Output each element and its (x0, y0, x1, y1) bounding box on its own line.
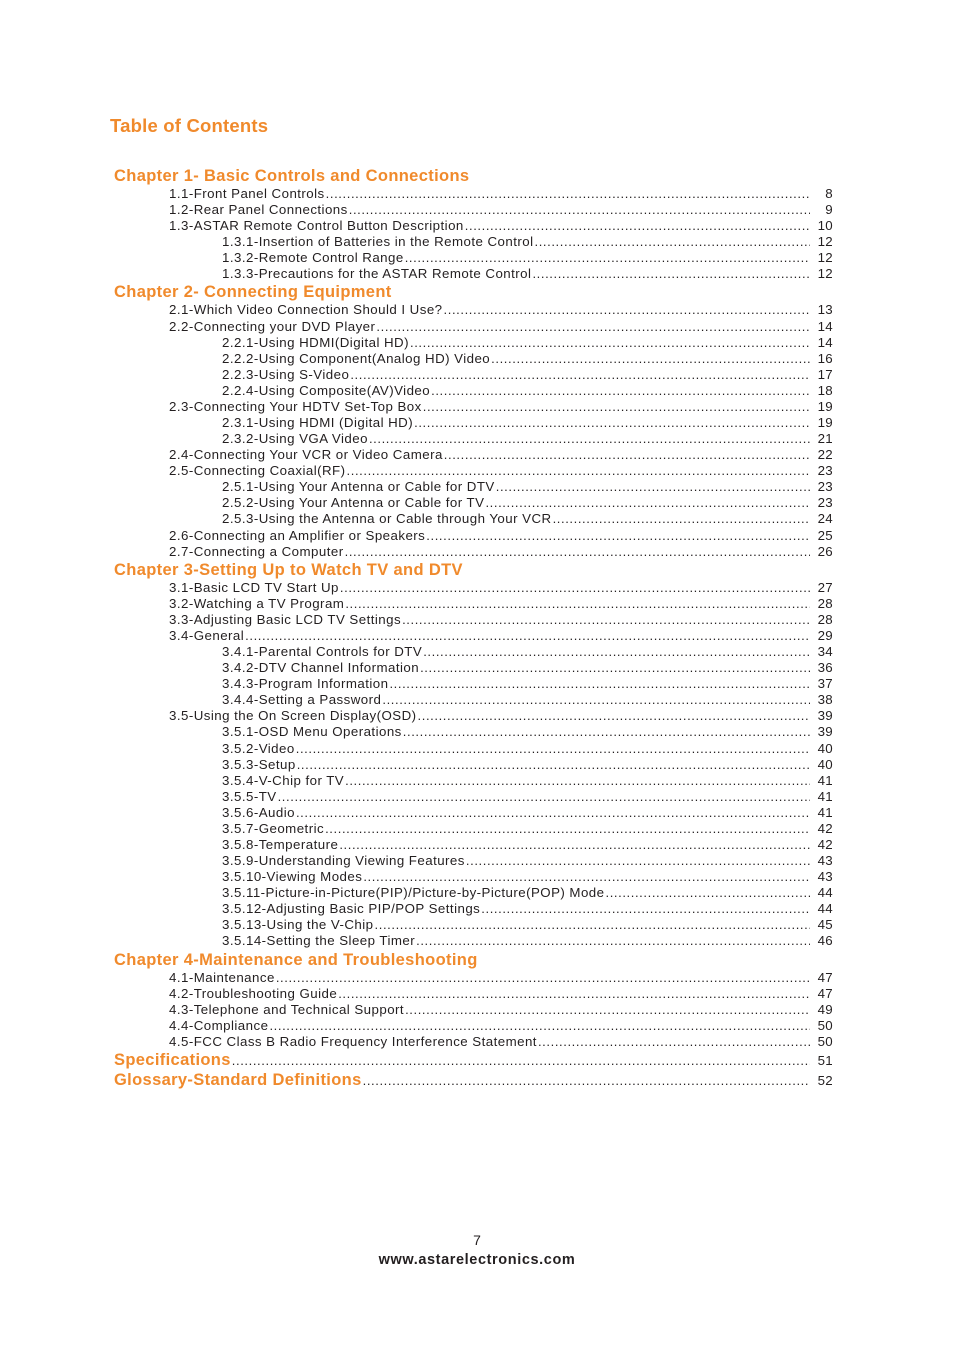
dot-leader (532, 266, 810, 282)
toc-entry-title: 3.5.2-Video (222, 740, 295, 756)
toc-entry-title: 3.4.4-Setting a Password (222, 692, 382, 708)
dot-leader (444, 302, 810, 318)
toc-page-number: 14 (817, 334, 833, 350)
toc-entry (0, 708, 954, 724)
toc-entry (0, 302, 954, 318)
toc-entry (0, 821, 954, 837)
toc-page-number: 45 (817, 917, 833, 933)
toc-entry-title: Glossary-Standard Definitions (114, 1070, 362, 1089)
toc-entry-title: 2.5.1-Using Your Antenna or Cable for DTV (222, 479, 495, 495)
toc-entry-title: 2.2.3-Using S-Video (222, 366, 350, 382)
footer-url: www.astarelectronics.com (378, 1252, 576, 1268)
dot-leader (538, 1034, 810, 1050)
dot-leader (535, 234, 811, 250)
toc-entry (0, 757, 954, 773)
dot-leader (426, 528, 810, 544)
toc-entry-title: 3.5.5-TV (222, 788, 277, 804)
toc-chapter-heading (0, 1070, 954, 1090)
toc-entry-title: 3.5-Using the On Screen Display(OSD) (169, 708, 417, 724)
toc-entry-title: 2.6-Connecting an Amplifier or Speakers (169, 527, 426, 543)
toc-page-number: 23 (817, 479, 833, 495)
toc-entry (0, 970, 954, 986)
toc-entry-title: Specifications (114, 1050, 231, 1069)
toc-chapter-heading (0, 560, 954, 580)
toc-entry (0, 415, 954, 431)
dot-leader (376, 319, 810, 335)
dot-leader (278, 789, 810, 805)
toc-entry-title: 4.4-Compliance (169, 1017, 269, 1033)
toc-entry (0, 901, 954, 917)
toc-page-number: 40 (817, 756, 833, 772)
toc-page-number: 41 (817, 788, 833, 804)
toc-entry-title: 1.2-Rear Panel Connections (169, 202, 348, 218)
toc-entry (0, 676, 954, 692)
toc-page-number: 38 (817, 692, 833, 708)
toc-entry-title: 2.5.3-Using the Antenna or Cable through Your VCR (222, 511, 552, 527)
dot-leader (410, 335, 810, 351)
toc-entry-title: 3.5.11-Picture-in-Picture(PIP)/Picture-by-Picture(POP) Mode (222, 885, 605, 901)
toc-page-number: 41 (817, 804, 833, 820)
toc-page-number: 19 (817, 415, 833, 431)
dot-leader (423, 399, 810, 415)
toc-page-number: 50 (817, 1017, 833, 1033)
toc-entry (0, 202, 954, 218)
toc-page-number: 22 (817, 447, 833, 463)
toc-entry-title: 3.5.13-Using the V-Chip (222, 917, 374, 933)
dot-leader (296, 805, 810, 821)
toc-page-number: 12 (817, 250, 833, 266)
toc-page-number: 43 (817, 869, 833, 885)
toc-entry (0, 773, 954, 789)
toc-entry (0, 319, 954, 335)
toc-entry (0, 250, 954, 266)
toc-page-number: 44 (817, 901, 833, 917)
toc-entry (0, 789, 954, 805)
toc-entry (0, 335, 954, 351)
toc-entry-title: 4.5-FCC Class B Radio Frequency Interference Statement (169, 1033, 537, 1049)
toc-page-number: 28 (817, 595, 833, 611)
toc-entry (0, 580, 954, 596)
toc-page-number: 42 (817, 836, 833, 852)
toc-entry (0, 885, 954, 901)
toc-entry-title: 2.2.4-Using Composite(AV)Video (222, 382, 431, 398)
dot-leader (418, 708, 810, 724)
toc-entry (0, 399, 954, 415)
toc-entry (0, 805, 954, 821)
toc-page-number: 39 (817, 708, 833, 724)
toc-entry (0, 692, 954, 708)
dot-leader (465, 218, 810, 234)
dot-leader (297, 757, 810, 773)
toc-entry-title: 3.3-Adjusting Basic LCD TV Settings (169, 611, 402, 627)
toc-entry (0, 218, 954, 234)
page-number: 7 (473, 1232, 481, 1248)
toc-entry-title: 3.5.8-Temperature (222, 836, 339, 852)
dot-leader (339, 837, 810, 853)
toc-entry-title: 3.4.3-Program Information (222, 676, 389, 692)
toc-entry-title: 2.3.2-Using VGA Video (222, 431, 368, 447)
toc-page-number: 52 (817, 1072, 833, 1088)
toc-page-number: 49 (817, 1001, 833, 1017)
toc-entry-title: Chapter 4-Maintenance and Troubleshooting (114, 950, 478, 969)
toc-entry-title: 3.5.7-Geometric (222, 820, 325, 836)
toc-entry (0, 1002, 954, 1018)
dot-leader (296, 741, 810, 757)
dot-leader (444, 447, 810, 463)
toc-chapter-heading (0, 1050, 954, 1070)
toc-entry-title: 3.4-General (169, 627, 245, 643)
dot-leader (363, 869, 810, 885)
dot-leader (420, 660, 810, 676)
toc-page-number: 13 (817, 302, 833, 318)
dot-leader (345, 773, 810, 789)
toc-entry-title: 2.2-Connecting your DVD Player (169, 318, 376, 334)
toc-page-number: 24 (817, 511, 833, 527)
toc-entry (0, 628, 954, 644)
toc-page-number: 51 (817, 1052, 833, 1068)
toc-entry-title: 1.3.2-Remote Control Range (222, 250, 404, 266)
toc-entry-title: 1.3-ASTAR Remote Control Button Description (169, 218, 464, 234)
dot-leader (491, 351, 810, 367)
toc-entry-title: 2.1-Which Video Connection Should I Use? (169, 302, 443, 318)
toc-entry-title: 2.4-Connecting Your VCR or Video Camera (169, 447, 443, 463)
toc-chapter-heading (0, 950, 954, 970)
toc-chapter-heading (0, 166, 954, 186)
dot-leader (481, 901, 810, 917)
toc-entry (0, 186, 954, 202)
dot-leader (269, 1018, 810, 1034)
toc-entry (0, 367, 954, 383)
dot-leader (431, 383, 810, 399)
toc-entry (0, 724, 954, 740)
toc-entry-title: 4.3-Telephone and Technical Support (169, 1001, 405, 1017)
toc-page-number: 42 (817, 820, 833, 836)
toc-page-number: 16 (817, 350, 833, 366)
toc-entry (0, 234, 954, 250)
toc-entry (0, 351, 954, 367)
dot-leader (423, 644, 810, 660)
toc-page-number: 23 (817, 495, 833, 511)
toc-entry (0, 479, 954, 495)
toc-page-number: 10 (817, 218, 833, 234)
toc-entry-title: Chapter 1- Basic Controls and Connections (114, 167, 470, 185)
toc-chapter-heading (0, 282, 954, 302)
dot-leader (605, 885, 810, 901)
dot-leader (369, 431, 810, 447)
toc-entry (0, 544, 954, 560)
toc-entry (0, 596, 954, 612)
dot-leader (350, 367, 810, 383)
toc-entry-title: 1.1-Front Panel Controls (169, 186, 325, 201)
toc-page-number: 39 (817, 724, 833, 740)
toc-entry-title: 3.5.6-Audio (222, 804, 295, 820)
toc-entry-title: 4.1-Maintenance (169, 969, 275, 985)
toc-entry-title: 3.4.2-DTV Channel Information (222, 660, 420, 676)
dot-leader (349, 202, 810, 218)
toc-entry (0, 986, 954, 1002)
toc-entry-title: 3.5.14-Setting the Sleep Timer (222, 933, 416, 949)
toc-page-number: 8 (825, 186, 833, 201)
toc-page-number: 43 (817, 853, 833, 869)
dot-leader (382, 692, 810, 708)
toc-entry-title: 3.5.9-Understanding Viewing Features (222, 853, 465, 869)
toc-entry-title: 1.3.1-Insertion of Batteries in the Remote Control (222, 234, 534, 250)
toc-entry (0, 383, 954, 399)
dot-leader (340, 580, 810, 596)
dot-leader (345, 596, 810, 612)
toc-page-number: 46 (817, 933, 833, 949)
dot-leader (403, 724, 810, 740)
toc-entry-title: 4.2-Troubleshooting Guide (169, 985, 338, 1001)
dot-leader (414, 415, 810, 431)
toc-page-number: 23 (817, 463, 833, 479)
toc-entry-title: 3.5.12-Adjusting Basic PIP/POP Settings (222, 901, 481, 917)
dot-leader (276, 970, 810, 986)
toc-entry (0, 463, 954, 479)
toc-entry-title: 1.3.3-Precautions for the ASTAR Remote Control (222, 266, 532, 282)
toc-page-number: 28 (817, 611, 833, 627)
toc-entry (0, 266, 954, 282)
page-title: Table of Contents (110, 115, 269, 136)
toc-entry-title: Chapter 2- Connecting Equipment (114, 283, 392, 302)
dot-leader (326, 186, 810, 202)
toc-entry-title: 3.5.4-V-Chip for TV (222, 772, 345, 788)
toc-page-number: 47 (817, 969, 833, 985)
toc-entry-title: 2.7-Connecting a Computer (169, 543, 344, 559)
dot-leader (553, 511, 810, 527)
toc-page-number: 18 (817, 382, 833, 398)
toc-entry (0, 644, 954, 660)
toc-entry (0, 917, 954, 933)
toc-entry-title: 3.5.1-OSD Menu Operations (222, 724, 402, 740)
toc-entry (0, 511, 954, 527)
dot-leader (245, 628, 810, 644)
toc-page-number: 9 (825, 202, 833, 218)
toc-entry (0, 853, 954, 869)
toc-entry-title: 3.5.3-Setup (222, 756, 296, 772)
toc-page-number: 37 (817, 676, 833, 692)
toc-page-number: 34 (817, 644, 833, 660)
dot-leader (496, 479, 810, 495)
toc-entry-title: 3.1-Basic LCD TV Start Up (169, 579, 339, 595)
toc-page-number: 19 (817, 398, 833, 414)
dot-leader (485, 495, 810, 511)
dot-leader (363, 1071, 810, 1091)
toc-entry (0, 528, 954, 544)
toc-page-number: 29 (817, 627, 833, 643)
dot-leader (466, 853, 810, 869)
toc-page-number: 14 (817, 318, 833, 334)
toc-entry-title: Chapter 3-Setting Up to Watch TV and DTV (114, 560, 463, 579)
toc-page-number: 36 (817, 660, 833, 676)
toc-page-number: 12 (817, 266, 833, 282)
toc-entry-title: 2.2.1-Using HDMI(Digital HD) (222, 334, 409, 350)
dot-leader (402, 612, 810, 628)
toc-page-number: 21 (817, 431, 833, 447)
toc-entry-title: 2.2.2-Using Component(Analog HD) Video (222, 350, 491, 366)
toc-entry-title: 2.5.2-Using Your Antenna or Cable for TV (222, 495, 485, 511)
dot-leader (232, 1051, 810, 1071)
toc-page-number: 25 (817, 527, 833, 543)
toc-page-number: 12 (817, 234, 833, 250)
toc-entry (0, 447, 954, 463)
dot-leader (325, 821, 810, 837)
toc-entry (0, 660, 954, 676)
dot-leader (338, 986, 810, 1002)
toc-page-number: 40 (817, 740, 833, 756)
toc-entry-title: 2.3-Connecting Your HDTV Set-Top Box (169, 398, 422, 414)
dot-leader (416, 933, 810, 949)
toc-entry (0, 741, 954, 757)
dot-leader (347, 463, 810, 479)
dot-leader (345, 544, 810, 560)
dot-leader (375, 917, 810, 933)
dot-leader (405, 1002, 810, 1018)
dot-leader (389, 676, 810, 692)
toc-page-number: 44 (817, 885, 833, 901)
toc-entry-title: 3.2-Watching a TV Program (169, 595, 345, 611)
toc-entry-title: 3.5.10-Viewing Modes (222, 869, 363, 885)
toc-page-number: 41 (817, 772, 833, 788)
toc-page-number: 27 (817, 579, 833, 595)
table-of-contents (0, 166, 954, 1090)
toc-page-number: 17 (817, 366, 833, 382)
toc-entry (0, 933, 954, 949)
toc-entry (0, 612, 954, 628)
toc-entry (0, 1034, 954, 1050)
toc-page-number: 47 (817, 985, 833, 1001)
toc-page-number: 26 (817, 543, 833, 559)
dot-leader (405, 250, 810, 266)
toc-entry (0, 1018, 954, 1034)
toc-entry-title: 3.4.1-Parental Controls for DTV (222, 644, 423, 660)
toc-entry-title: 2.3.1-Using HDMI (Digital HD) (222, 415, 414, 431)
toc-entry (0, 869, 954, 885)
toc-entry-title: 2.5-Connecting Coaxial(RF) (169, 463, 346, 479)
toc-page-number: 50 (817, 1033, 833, 1049)
toc-entry (0, 837, 954, 853)
toc-entry (0, 495, 954, 511)
toc-entry (0, 431, 954, 447)
